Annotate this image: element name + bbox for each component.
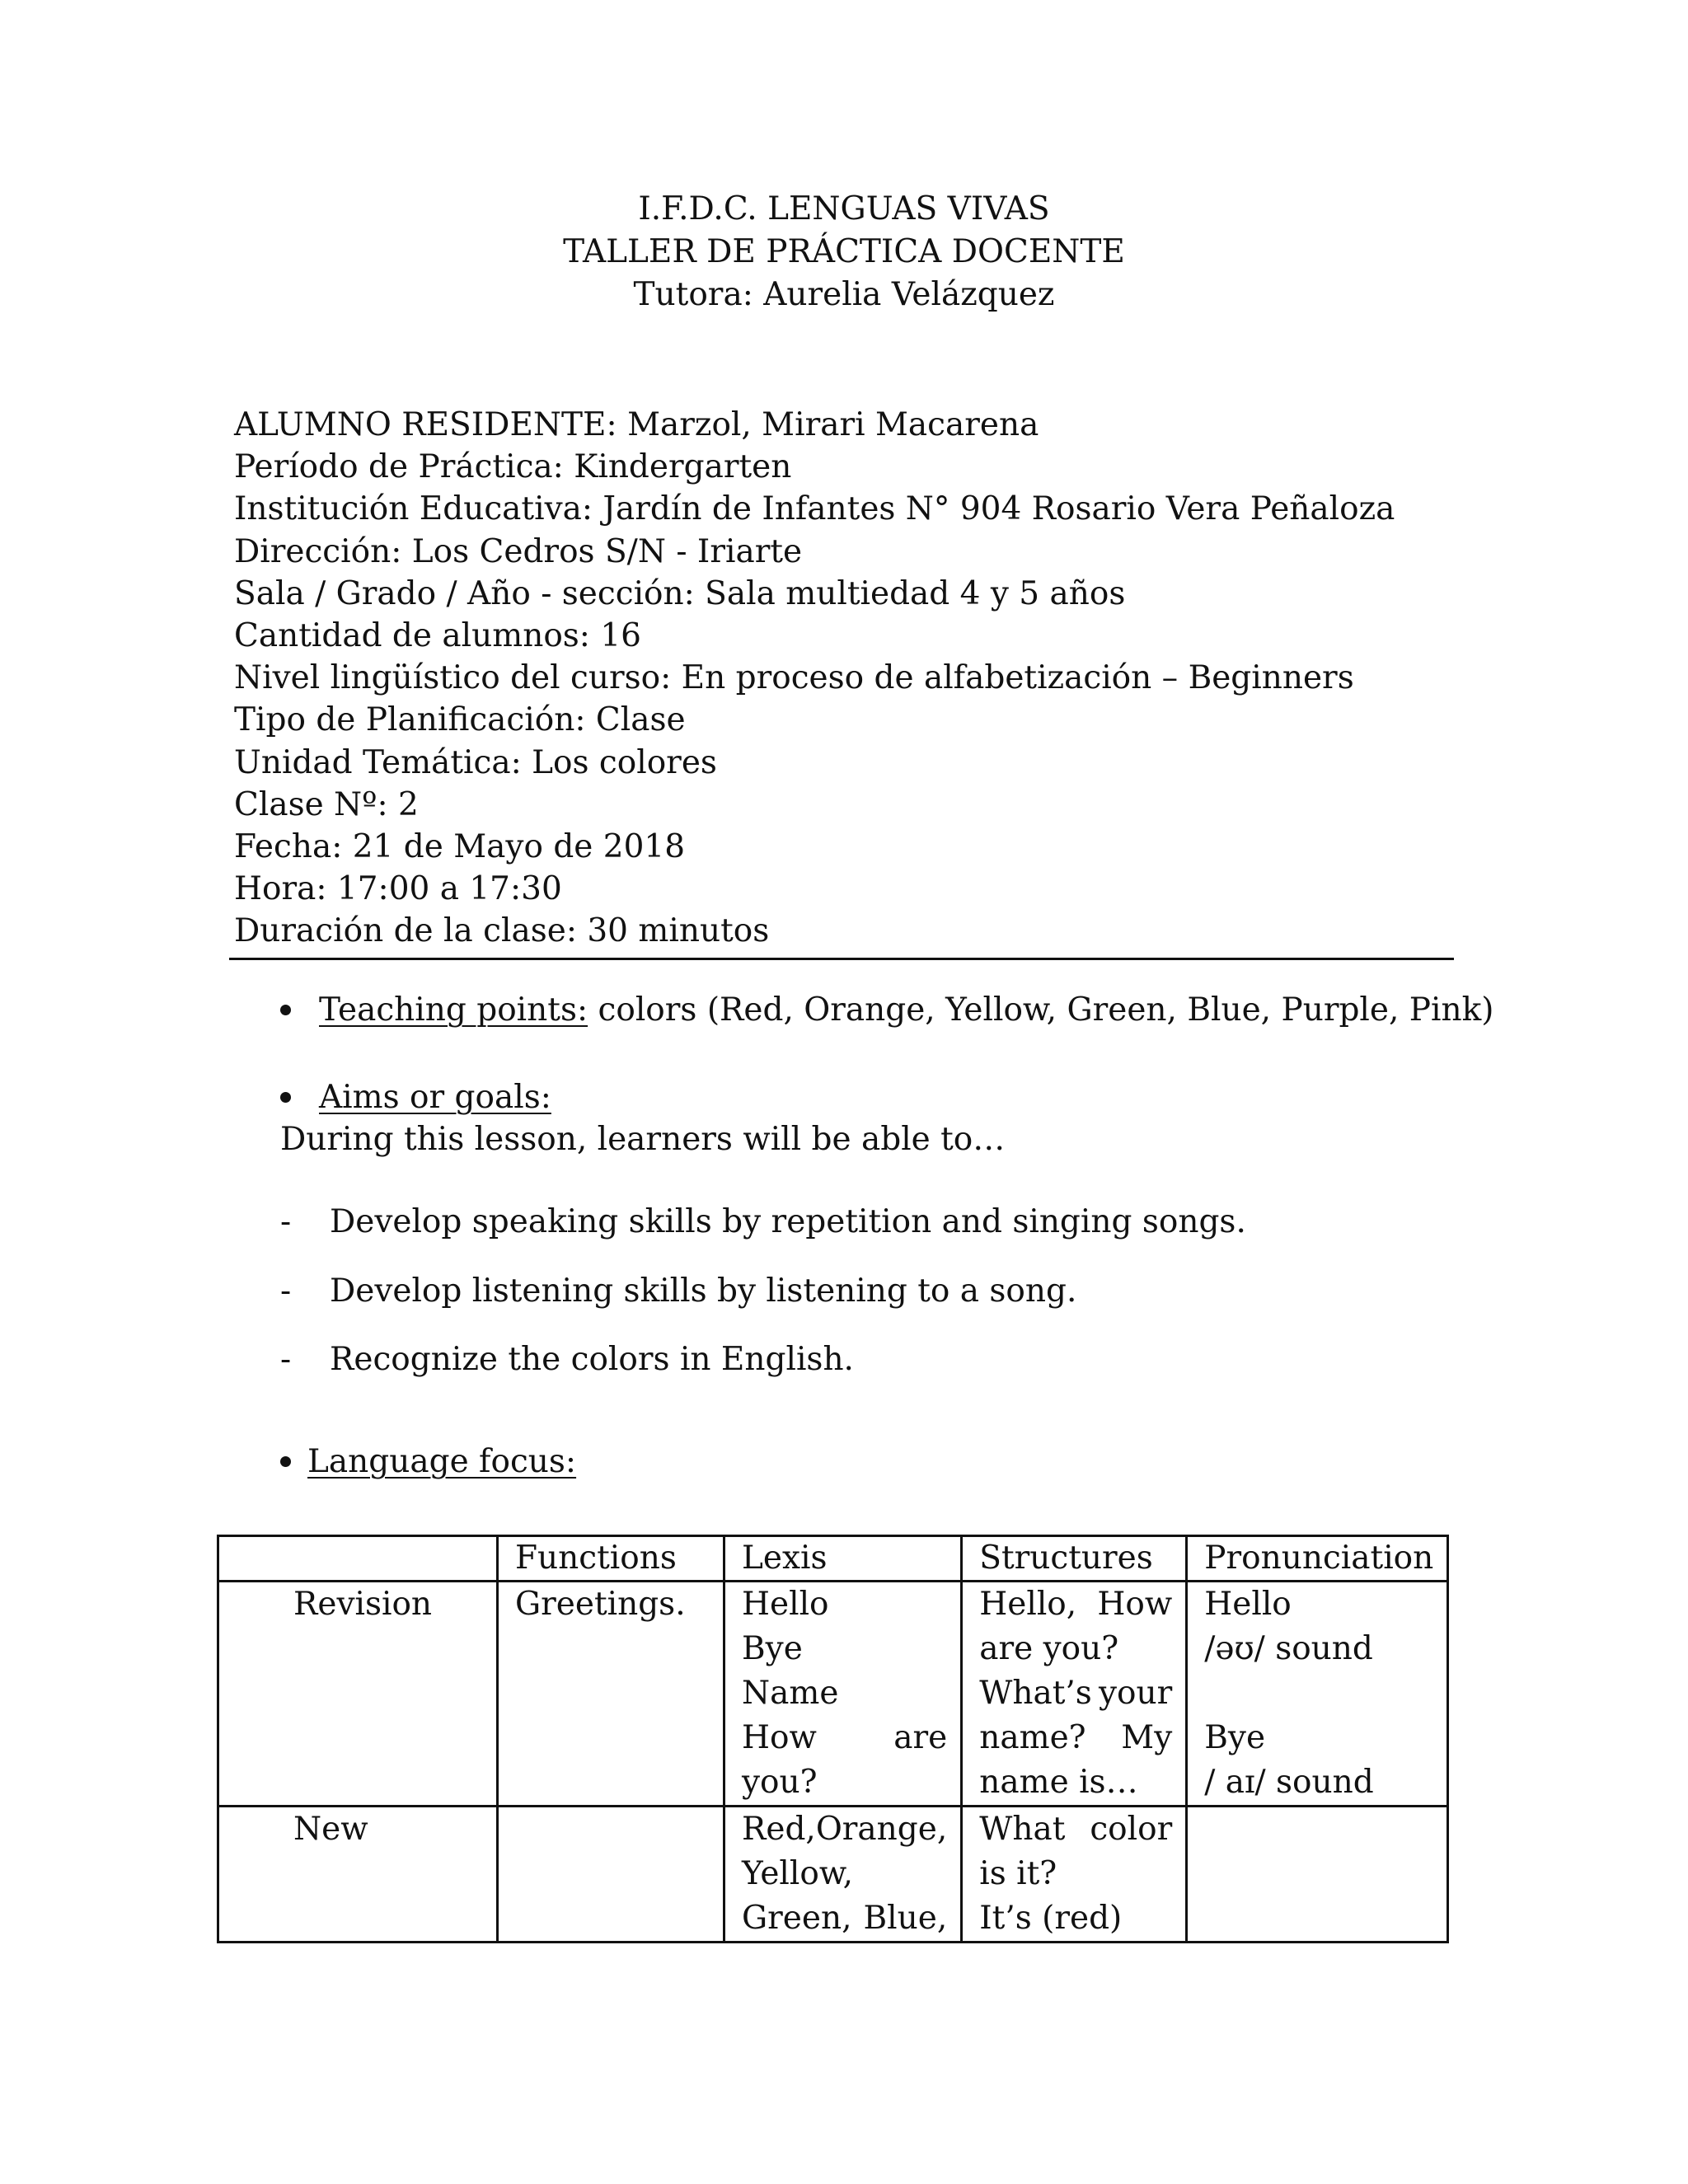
cell-line: you? xyxy=(742,1764,818,1801)
teaching-points xyxy=(280,989,1493,1032)
info-grade: Sala / Grado / Año - sección: Sala multiedad 4 y 5 años xyxy=(234,574,1126,612)
cell-line: It’s (red) xyxy=(979,1900,1123,1937)
info-period: Período de Práctica: Kindergarten xyxy=(234,448,792,486)
aim-text: Develop listening skills by listening to a song. xyxy=(330,1272,1077,1310)
institution-title: I.F.D.C. LENGUAS VIVAS xyxy=(638,190,1050,227)
table-header-cell: Pronunciation xyxy=(1187,1536,1448,1582)
functions-cell xyxy=(498,1807,724,1943)
info-level: Nivel lingüístico del curso: En proceso de alfabetización – Beginners xyxy=(234,659,1354,697)
lesson-info xyxy=(234,404,1395,953)
info-unit: Unidad Temática: Los colores xyxy=(234,743,717,781)
cell-line: Red, Orange, xyxy=(742,1811,948,1848)
teaching-points-text: colors (Red, Orange, Yellow, Green, Blue, Purple, Pink) xyxy=(588,991,1494,1029)
bullet-icon xyxy=(280,1092,291,1103)
table-row xyxy=(218,1582,1448,1807)
language-focus-label: Language focus: xyxy=(307,1443,577,1480)
info-address: Dirección: Los Cedros S/N - Iriarte xyxy=(234,532,803,570)
document-header xyxy=(0,188,1688,316)
info-institution: Institución Educativa: Jardín de Infantes N° 904 Rosario Vera Peñaloza xyxy=(234,490,1395,528)
cell-line: / aɪ/ sound xyxy=(1204,1764,1374,1801)
cell-line: Bye xyxy=(742,1630,803,1667)
lexis-cell xyxy=(724,1807,962,1943)
info-class-number: Clase Nº: 2 xyxy=(234,785,419,823)
functions-cell: Greetings. xyxy=(498,1582,724,1807)
language-focus-table xyxy=(217,1535,1449,1943)
cell-line: /əʊ/ sound xyxy=(1204,1630,1373,1667)
aim-item: - Recognize the colors in English. xyxy=(280,1341,854,1378)
cell-line: Green, Blue, xyxy=(742,1900,948,1937)
row-label: Revision xyxy=(218,1582,498,1807)
lexis-cell xyxy=(724,1582,962,1807)
table-header-cell: Functions xyxy=(498,1536,724,1582)
structures-cell xyxy=(962,1807,1187,1943)
cell-line: What’s your xyxy=(979,1675,1173,1712)
tutor-line: Tutora: Aurelia Velázquez xyxy=(633,276,1055,313)
aim-text: Recognize the colors in English. xyxy=(330,1341,854,1378)
cell-line: Hello xyxy=(1204,1586,1292,1623)
cell-line: are you? xyxy=(979,1630,1119,1667)
bullet-icon xyxy=(280,1005,291,1015)
cell-line: Hello xyxy=(742,1586,829,1623)
language-focus-heading xyxy=(280,1441,576,1483)
table-header-row xyxy=(218,1536,1448,1582)
workshop-title: TALLER DE PRÁCTICA DOCENTE xyxy=(563,233,1125,270)
cell-line: How are xyxy=(742,1719,948,1756)
cell-line: Hello, How xyxy=(979,1586,1173,1623)
aim-item: - Develop speaking skills by repetition and singing songs. xyxy=(280,1203,1246,1240)
aims-intro: During this lesson, learners will be able to… xyxy=(280,1121,1006,1158)
info-time: Hora: 17:00 a 17:30 xyxy=(234,870,562,908)
aim-text: Develop speaking skills by repetition and singing songs. xyxy=(330,1203,1246,1240)
cell-line: Bye xyxy=(1204,1719,1266,1756)
cell-line: Name xyxy=(742,1675,839,1712)
bullet-icon xyxy=(280,1456,291,1467)
info-plan-type: Tipo de Planificación: Clase xyxy=(234,701,686,739)
cell-line: Yellow, xyxy=(742,1855,854,1892)
cell-line: is it? xyxy=(979,1855,1057,1892)
table-header-cell: Lexis xyxy=(724,1536,962,1582)
teaching-points-label: Teaching points: xyxy=(319,991,588,1029)
cell-line: name is… xyxy=(979,1764,1138,1801)
cell-line: name? My xyxy=(979,1719,1173,1756)
table-header-cell xyxy=(218,1536,498,1582)
pronunciation-cell xyxy=(1187,1807,1448,1943)
pronunciation-cell xyxy=(1187,1582,1448,1807)
structures-cell xyxy=(962,1582,1187,1807)
info-student: ALUMNO RESIDENTE: Marzol, Mirari Macarena xyxy=(234,406,1039,443)
aim-item: - Develop listening skills by listening to a song. xyxy=(280,1272,1077,1310)
cell-line xyxy=(1204,1671,1433,1716)
row-label: New xyxy=(218,1807,498,1943)
table-header-cell: Structures xyxy=(962,1536,1187,1582)
info-duration: Duración de la clase: 30 minutos xyxy=(234,912,770,950)
info-student-count: Cantidad de alumnos: 16 xyxy=(234,617,641,655)
table-row xyxy=(218,1807,1448,1943)
aims-heading xyxy=(280,1076,551,1119)
divider xyxy=(229,958,1454,960)
cell-line: What color xyxy=(979,1811,1173,1848)
info-date: Fecha: 21 de Mayo de 2018 xyxy=(234,828,686,866)
aims-label: Aims or goals: xyxy=(319,1079,551,1116)
